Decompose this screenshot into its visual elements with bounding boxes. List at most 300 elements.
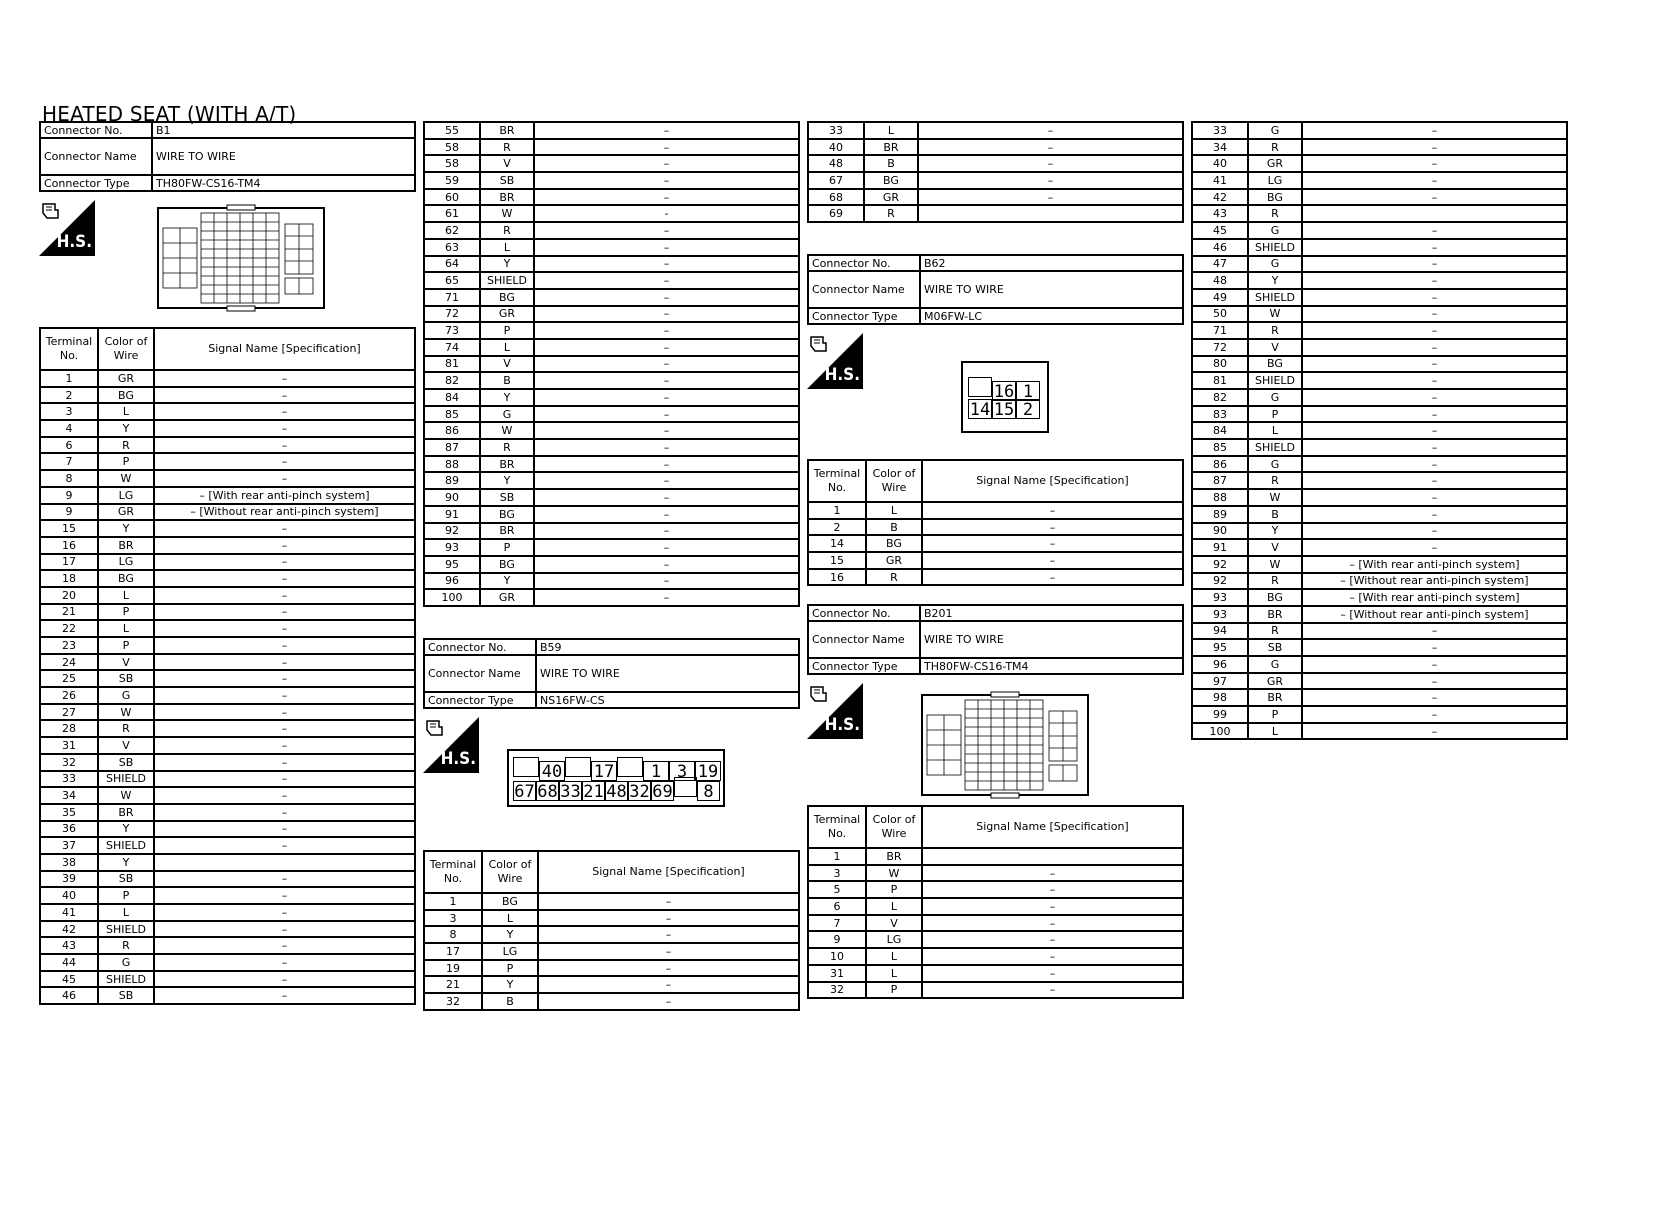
- table-row: [424, 489, 799, 506]
- terminal-no-cell: 88: [424, 456, 480, 473]
- terminal-no-cell: 100: [424, 589, 480, 606]
- wire-color-cell: GR: [866, 552, 922, 569]
- wire-color-cell: G: [1248, 122, 1302, 139]
- hs-label: H.S.: [56, 232, 92, 252]
- terminal-no-cell: 86: [424, 422, 480, 439]
- terminal-no-cell: 90: [424, 489, 480, 506]
- table-row: [1192, 673, 1567, 690]
- signal-name-cell: –: [534, 489, 799, 506]
- terminal-no-cell: 86: [1192, 456, 1248, 473]
- signal-name-cell: –: [154, 954, 415, 971]
- header-terminal-no: Terminal No.: [808, 460, 866, 502]
- signal-name-cell: –: [154, 921, 415, 938]
- table-row: [424, 893, 799, 910]
- wire-color-cell: SHIELD: [480, 272, 534, 289]
- table-row: [40, 687, 415, 704]
- signal-name-cell: –: [1302, 172, 1567, 189]
- signal-name-cell: –: [154, 670, 415, 687]
- signal-name-cell: –: [154, 554, 415, 571]
- table-row: [1192, 639, 1567, 656]
- table-row: [808, 982, 1183, 999]
- terminal-no-cell: 69: [808, 205, 864, 222]
- b59-terminal-table-cont: [807, 121, 1184, 223]
- b1-terminal-table-a: [39, 327, 416, 1005]
- signal-name-cell: –: [1302, 406, 1567, 423]
- table-row: [40, 837, 415, 854]
- hs-icon: [423, 717, 479, 773]
- terminal-no-cell: 40: [40, 887, 98, 904]
- terminal-no-cell: 18: [40, 570, 98, 587]
- table-row: [40, 670, 415, 687]
- table-row: [1192, 506, 1567, 523]
- table-row: [40, 587, 415, 604]
- table-row: [40, 971, 415, 988]
- terminal-no-cell: 67: [808, 172, 864, 189]
- terminal-no-cell: 34: [1192, 139, 1248, 156]
- signal-name-cell: –: [534, 372, 799, 389]
- wire-color-cell: BG: [482, 893, 538, 910]
- wire-color-cell: V: [480, 356, 534, 373]
- signal-name-cell: –: [1302, 506, 1567, 523]
- signal-name-cell: –: [1302, 372, 1567, 389]
- wire-color-cell: LG: [98, 487, 154, 504]
- table-row: [424, 960, 799, 977]
- table-row: [1192, 139, 1567, 156]
- signal-name-cell: –: [922, 865, 1183, 882]
- signal-name-cell: –: [154, 837, 415, 854]
- b201-terminal-table: [807, 805, 1184, 999]
- connector-pin: [968, 377, 992, 397]
- signal-name-cell: –: [918, 122, 1183, 139]
- wire-color-cell: W: [866, 865, 922, 882]
- table-row: [1192, 689, 1567, 706]
- signal-name-cell: –: [1302, 272, 1567, 289]
- wire-color-cell: L: [866, 898, 922, 915]
- signal-name-cell: –: [154, 821, 415, 838]
- terminal-no-cell: 33: [40, 771, 98, 788]
- table-row: [424, 139, 799, 156]
- terminal-no-cell: 84: [424, 389, 480, 406]
- table-row: [1192, 155, 1567, 172]
- wire-color-cell: G: [98, 687, 154, 704]
- signal-name-cell: –: [538, 960, 799, 977]
- b201-rows-cont: [1192, 122, 1567, 739]
- wire-color-cell: L: [1248, 723, 1302, 740]
- wire-color-cell: P: [98, 887, 154, 904]
- terminal-no-cell: 41: [1192, 172, 1248, 189]
- wire-color-cell: SB: [98, 754, 154, 771]
- table-row: [40, 704, 415, 721]
- wire-color-cell: G: [480, 406, 534, 423]
- table-row: [40, 754, 415, 771]
- table-row: [424, 472, 799, 489]
- terminal-no-cell: 33: [808, 122, 864, 139]
- wire-color-cell: L: [866, 502, 922, 519]
- wire-color-cell: R: [1248, 322, 1302, 339]
- page-title: HEATED SEAT (WITH A/T): [42, 102, 297, 126]
- wire-color-cell: L: [480, 239, 534, 256]
- signal-name-cell: –: [534, 422, 799, 439]
- b1-rows-a: [40, 370, 415, 1004]
- table-row: [424, 322, 799, 339]
- terminal-no-cell: 50: [1192, 306, 1248, 323]
- wire-color-cell: BR: [1248, 606, 1302, 623]
- table-row: [40, 854, 415, 871]
- label-connector-type: Connector Type: [808, 308, 920, 324]
- label-connector-no: Connector No.: [40, 122, 152, 138]
- terminal-no-cell: 23: [40, 637, 98, 654]
- wire-color-cell: G: [98, 954, 154, 971]
- terminal-no-cell: 92: [1192, 573, 1248, 590]
- label-connector-name: Connector Name: [808, 271, 920, 308]
- wire-color-cell: W: [98, 704, 154, 721]
- signal-name-cell: –: [1302, 155, 1567, 172]
- signal-name-cell: –: [1302, 306, 1567, 323]
- signal-name-cell: –: [538, 943, 799, 960]
- header-color-of-wire: Color of Wire: [866, 806, 922, 848]
- wire-color-cell: BR: [864, 139, 918, 156]
- b62-pins-bottom: [968, 399, 1042, 421]
- terminal-no-cell: 27: [40, 704, 98, 721]
- signal-name-cell: – [With rear anti-pinch system]: [1302, 589, 1567, 606]
- b201-connector-no: B201: [920, 605, 1183, 621]
- terminal-no-cell: 71: [424, 289, 480, 306]
- wire-color-cell: BG: [1248, 589, 1302, 606]
- b59-connector-no: B59: [536, 639, 799, 655]
- signal-name-cell: –: [1302, 656, 1567, 673]
- terminal-no-cell: 10: [808, 948, 866, 965]
- signal-name-cell: –: [534, 573, 799, 590]
- b201-connector-type: TH80FW-CS16-TM4: [920, 658, 1183, 674]
- table-row: [1192, 356, 1567, 373]
- terminal-no-cell: 8: [424, 926, 482, 943]
- terminal-no-cell: 73: [424, 322, 480, 339]
- table-row: [424, 256, 799, 273]
- label-connector-type: Connector Type: [40, 175, 152, 191]
- signal-name-cell: –: [1302, 189, 1567, 206]
- table-row: [40, 403, 415, 420]
- wire-color-cell: Y: [98, 821, 154, 838]
- b201-terminal-table-cont: [1191, 121, 1568, 740]
- signal-name-cell: –: [154, 754, 415, 771]
- terminal-no-cell: 81: [424, 356, 480, 373]
- terminal-no-cell: 43: [1192, 205, 1248, 222]
- table-row: [40, 654, 415, 671]
- signal-name-cell: –: [534, 539, 799, 556]
- wire-color-cell: BG: [1248, 356, 1302, 373]
- wire-color-cell: L: [864, 122, 918, 139]
- terminal-no-cell: 15: [40, 520, 98, 537]
- table-row: [808, 881, 1183, 898]
- header-color-of-wire: Color of Wire: [98, 328, 154, 370]
- wire-color-cell: BR: [480, 456, 534, 473]
- signal-name-cell: –: [534, 306, 799, 323]
- table-row: [40, 771, 415, 788]
- terminal-no-cell: 20: [40, 587, 98, 604]
- terminal-no-cell: 85: [1192, 439, 1248, 456]
- signal-name-cell: –: [154, 654, 415, 671]
- wire-color-cell: R: [480, 222, 534, 239]
- connector-pin: 17: [591, 761, 617, 781]
- wire-color-cell: R: [98, 937, 154, 954]
- wire-color-cell: LG: [98, 554, 154, 571]
- signal-name-cell: –: [538, 926, 799, 943]
- terminal-no-cell: 3: [424, 910, 482, 927]
- wire-color-cell: BR: [1248, 689, 1302, 706]
- signal-name-cell: –: [922, 948, 1183, 965]
- table-row: [424, 506, 799, 523]
- signal-name-cell: –: [1302, 239, 1567, 256]
- terminal-no-cell: 63: [424, 239, 480, 256]
- terminal-no-cell: 41: [40, 904, 98, 921]
- wire-color-cell: P: [480, 322, 534, 339]
- label-connector-name: Connector Name: [808, 621, 920, 658]
- table-row: [40, 504, 415, 521]
- terminal-no-cell: 92: [424, 523, 480, 540]
- signal-name-cell: –: [534, 189, 799, 206]
- table-row: [1192, 623, 1567, 640]
- header-signal-name: Signal Name [Specification]: [922, 806, 1183, 848]
- signal-name-cell: –: [918, 172, 1183, 189]
- wire-color-cell: R: [480, 139, 534, 156]
- table-row: [424, 976, 799, 993]
- b62-connector-type: M06FW-LC: [920, 308, 1183, 324]
- wire-color-cell: Y: [480, 472, 534, 489]
- connector-pin: 21: [583, 782, 604, 802]
- b62-section: [807, 254, 1184, 586]
- terminal-no-cell: 45: [1192, 222, 1248, 239]
- wire-color-cell: L: [1248, 422, 1302, 439]
- signal-name-cell: –: [922, 965, 1183, 982]
- signal-name-cell: [1302, 205, 1567, 222]
- wire-color-cell: BR: [480, 122, 534, 139]
- wire-color-cell: W: [1248, 489, 1302, 506]
- wire-color-cell: P: [480, 539, 534, 556]
- signal-name-cell: –: [1302, 623, 1567, 640]
- table-row: [1192, 556, 1567, 573]
- signal-name-cell: –: [534, 322, 799, 339]
- table-row: [40, 954, 415, 971]
- wire-color-cell: LG: [482, 943, 538, 960]
- signal-name-cell: –: [534, 506, 799, 523]
- terminal-no-cell: 91: [424, 506, 480, 523]
- wire-color-cell: B: [866, 519, 922, 536]
- connector-pin: 33: [560, 782, 581, 802]
- terminal-no-cell: 58: [424, 139, 480, 156]
- wire-color-cell: R: [1248, 623, 1302, 640]
- terminal-no-cell: 60: [424, 189, 480, 206]
- terminal-no-cell: 92: [1192, 556, 1248, 573]
- signal-name-cell: –: [154, 420, 415, 437]
- table-row: [424, 239, 799, 256]
- connector-pin: 14: [969, 400, 991, 420]
- signal-name-cell: –: [1302, 222, 1567, 239]
- signal-name-cell: –: [534, 172, 799, 189]
- wire-color-cell: W: [98, 787, 154, 804]
- wire-color-cell: BG: [98, 570, 154, 587]
- signal-name-cell: –: [534, 589, 799, 606]
- terminal-no-cell: 96: [1192, 656, 1248, 673]
- connector-pin: 3: [669, 761, 695, 781]
- table-row: [40, 537, 415, 554]
- wire-color-cell: Y: [98, 854, 154, 871]
- terminal-no-cell: 32: [424, 993, 482, 1010]
- signal-name-cell: –: [534, 456, 799, 473]
- terminal-no-cell: 9: [808, 931, 866, 948]
- signal-name-cell: –: [154, 370, 415, 387]
- table-row: [40, 787, 415, 804]
- table-row: [424, 589, 799, 606]
- b62-terminal-table: [807, 459, 1184, 586]
- signal-name-cell: –: [154, 937, 415, 954]
- wire-color-cell: BR: [480, 523, 534, 540]
- signal-name-cell: –: [1302, 489, 1567, 506]
- terminal-no-cell: 87: [1192, 472, 1248, 489]
- terminal-no-cell: 100: [1192, 723, 1248, 740]
- table-row: [40, 420, 415, 437]
- table-row: [424, 306, 799, 323]
- wire-color-cell: B: [864, 155, 918, 172]
- signal-name-cell: – [Without rear anti-pinch system]: [1302, 606, 1567, 623]
- wire-color-cell: R: [98, 437, 154, 454]
- hs-label: H.S.: [824, 715, 860, 735]
- signal-name-cell: –: [538, 976, 799, 993]
- table-row: [1192, 439, 1567, 456]
- terminal-no-cell: 65: [424, 272, 480, 289]
- signal-name-cell: –: [154, 871, 415, 888]
- wire-color-cell: GR: [98, 504, 154, 521]
- table-row: [1192, 406, 1567, 423]
- signal-name-cell: –: [534, 556, 799, 573]
- signal-name-cell: [922, 848, 1183, 865]
- connector-pin: 32: [629, 782, 650, 802]
- table-row: [40, 620, 415, 637]
- wire-color-cell: SHIELD: [1248, 372, 1302, 389]
- terminal-no-cell: 91: [1192, 539, 1248, 556]
- label-connector-name: Connector Name: [424, 655, 536, 692]
- table-row: [808, 948, 1183, 965]
- table-row: [40, 821, 415, 838]
- terminal-no-cell: 44: [40, 954, 98, 971]
- b1-connector-type: TH80FW-CS16-TM4: [152, 175, 415, 191]
- terminal-no-cell: 81: [1192, 372, 1248, 389]
- b62-rows: [808, 502, 1183, 585]
- hand-icon: [809, 335, 829, 353]
- terminal-no-cell: 74: [424, 339, 480, 356]
- terminal-no-cell: 32: [808, 982, 866, 999]
- terminal-no-cell: 48: [808, 155, 864, 172]
- terminal-no-cell: 25: [40, 670, 98, 687]
- signal-name-cell: –: [922, 881, 1183, 898]
- connector-pin: 48: [606, 782, 627, 802]
- terminal-no-cell: 59: [424, 172, 480, 189]
- terminal-no-cell: 32: [40, 754, 98, 771]
- terminal-no-cell: 31: [40, 737, 98, 754]
- table-row: [808, 502, 1183, 519]
- table-row: [40, 804, 415, 821]
- wire-color-cell: R: [1248, 472, 1302, 489]
- wire-color-cell: Y: [1248, 272, 1302, 289]
- terminal-no-cell: 93: [1192, 589, 1248, 606]
- terminal-no-cell: 38: [40, 854, 98, 871]
- signal-name-cell: –: [534, 523, 799, 540]
- terminal-no-cell: 68: [808, 189, 864, 206]
- terminal-no-cell: 43: [40, 937, 98, 954]
- wire-color-cell: BG: [98, 387, 154, 404]
- connector-pin: 67: [514, 782, 535, 802]
- table-row: [424, 189, 799, 206]
- wire-color-cell: LG: [866, 931, 922, 948]
- connector-pin: [565, 757, 591, 777]
- table-row: [808, 965, 1183, 982]
- terminal-no-cell: 64: [424, 256, 480, 273]
- terminal-no-cell: 72: [424, 306, 480, 323]
- table-row: [40, 871, 415, 888]
- table-row: [40, 737, 415, 754]
- table-row: [424, 339, 799, 356]
- hand-icon: [809, 685, 829, 703]
- wire-color-cell: W: [1248, 556, 1302, 573]
- wire-color-cell: R: [480, 439, 534, 456]
- b1-connector-no: B1: [152, 122, 415, 138]
- hs-icon: [807, 683, 863, 739]
- table-row: [40, 921, 415, 938]
- wire-color-cell: SB: [1248, 639, 1302, 656]
- table-row: [808, 155, 1183, 172]
- table-row: [40, 554, 415, 571]
- b59-terminal-table: [423, 850, 800, 1011]
- signal-name-cell: –: [154, 537, 415, 554]
- signal-name-cell: –: [538, 910, 799, 927]
- connector-pin: 2: [1016, 399, 1040, 419]
- terminal-no-cell: 1: [424, 893, 482, 910]
- terminal-no-cell: 84: [1192, 422, 1248, 439]
- signal-name-cell: –: [1302, 439, 1567, 456]
- wire-color-cell: BG: [480, 556, 534, 573]
- table-row: [1192, 189, 1567, 206]
- header-color-of-wire: Color of Wire: [482, 851, 538, 893]
- signal-name-cell: –: [1302, 122, 1567, 139]
- table-row: [1192, 539, 1567, 556]
- table-row: [1192, 456, 1567, 473]
- b59-connector-type: NS16FW-CS: [536, 692, 799, 708]
- connector-pin: 68: [537, 782, 558, 802]
- wire-color-cell: Y: [482, 976, 538, 993]
- table-row: [1192, 523, 1567, 540]
- table-row: [424, 456, 799, 473]
- b62-connector-name: WIRE TO WIRE: [920, 271, 1183, 308]
- signal-name-cell: –: [922, 569, 1183, 586]
- signal-name-cell: –: [534, 289, 799, 306]
- signal-name-cell: –: [922, 898, 1183, 915]
- table-row: [40, 487, 415, 504]
- wire-color-cell: BG: [864, 172, 918, 189]
- label-connector-type: Connector Type: [424, 692, 536, 708]
- connector-pin: 1: [643, 761, 669, 781]
- hs-icon: [39, 200, 95, 256]
- signal-name-cell: –: [1302, 456, 1567, 473]
- wire-color-cell: GR: [1248, 673, 1302, 690]
- signal-name-cell: [154, 854, 415, 871]
- wire-color-cell: BG: [480, 289, 534, 306]
- signal-name-cell: –: [1302, 356, 1567, 373]
- signal-name-cell: –: [1302, 673, 1567, 690]
- header-terminal-no: Terminal No.: [424, 851, 482, 893]
- signal-name-cell: – [With rear anti-pinch system]: [1302, 556, 1567, 573]
- table-row: [1192, 172, 1567, 189]
- terminal-no-cell: 96: [424, 573, 480, 590]
- wire-color-cell: GR: [864, 189, 918, 206]
